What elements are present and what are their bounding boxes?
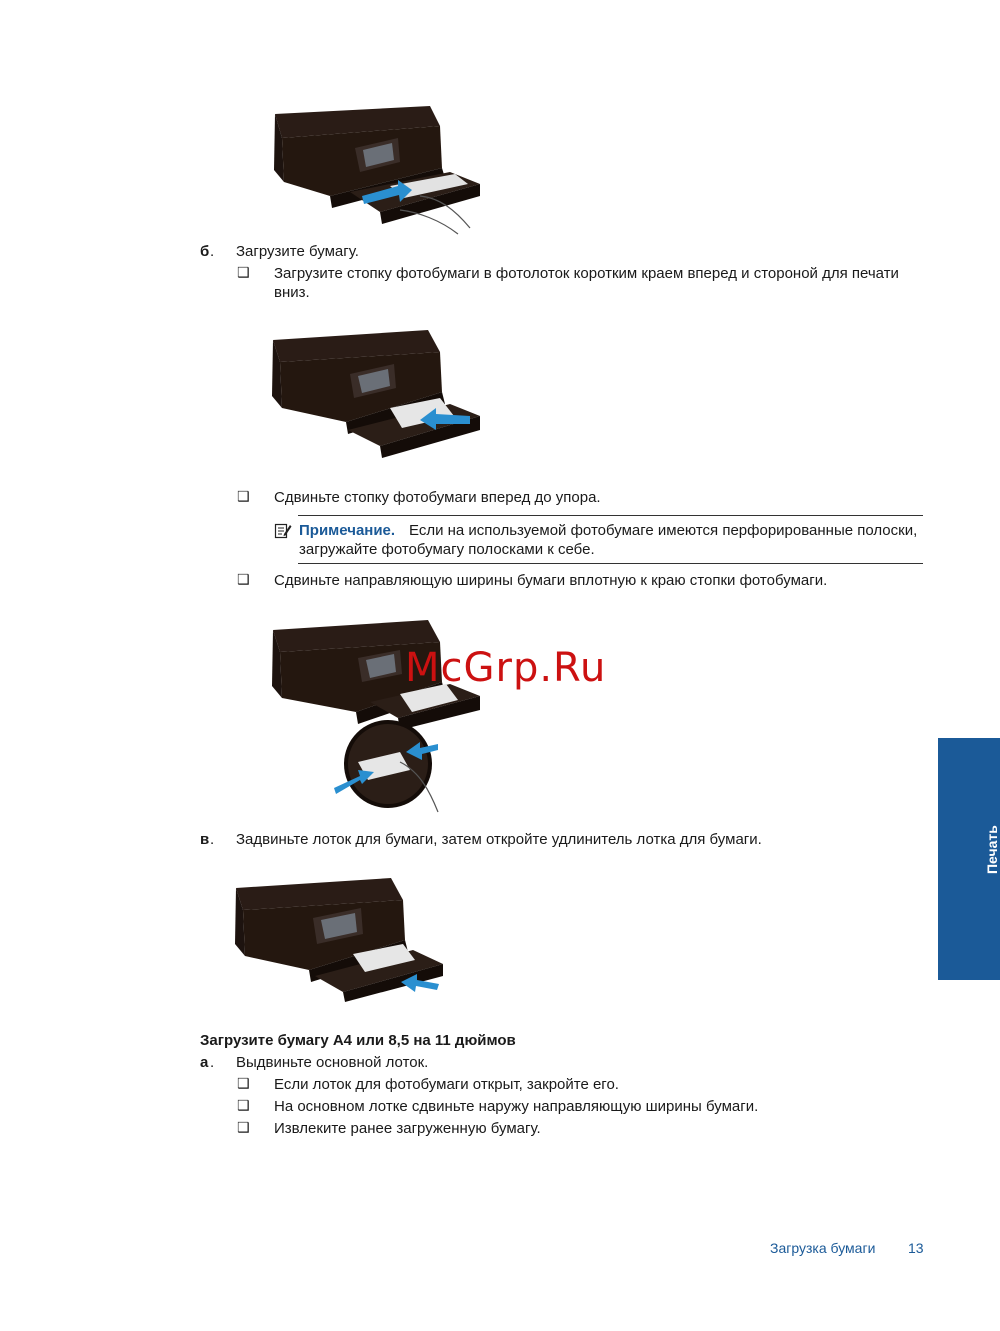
step-a-dot: . — [210, 1054, 215, 1071]
checkbox-icon: ❑ — [237, 265, 250, 281]
section-heading: Загрузите бумагу А4 или 8,5 на 11 дюймов — [200, 1032, 516, 1049]
side-tab-label: Печать — [984, 825, 1000, 875]
printer-illustration-slide-guide — [270, 612, 485, 822]
list-item: На основном лотке сдвиньте наружу направляющую ширины бумаги. — [274, 1098, 759, 1115]
printer-illustration-close-tray — [233, 872, 448, 1004]
step-b-sub1: Загрузите стопку фотобумаги в фотолоток коротким краем вперед и стороной для печати вниз. — [274, 265, 899, 301]
step-a-text: Выдвиньте основной лоток. — [236, 1054, 429, 1071]
printer-illustration-photo-tray-out — [270, 100, 485, 238]
checkbox-icon: ❑ — [237, 1076, 250, 1092]
note-icon — [274, 522, 292, 540]
checkbox-icon: ❑ — [237, 1098, 250, 1114]
step-b-letter: б — [200, 243, 210, 260]
step-v-letter: в — [200, 831, 210, 848]
step-v-dot: . — [210, 831, 215, 848]
note-text: Если на используемой фотобумаге имеются перфорированные полоски, загружайте фотобумагу полосками к себе. — [299, 522, 918, 558]
checkbox-icon: ❑ — [237, 1120, 250, 1136]
printer-illustration-load-photo-paper — [270, 324, 485, 459]
step-b-text: Загрузите бумагу. — [236, 243, 359, 260]
step-a-letter: а — [200, 1054, 209, 1071]
note-bottom-rule — [298, 563, 923, 564]
watermark: McGrp.Ru — [405, 645, 607, 691]
checkbox-icon: ❑ — [237, 489, 250, 505]
list-item: Если лоток для фотобумаги открыт, закройте его. — [274, 1076, 619, 1093]
step-b-sub3: Сдвиньте направляющую ширины бумаги вплотную к краю стопки фотобумаги. — [274, 572, 828, 589]
list-item: Извлеките ранее загруженную бумагу. — [274, 1120, 541, 1137]
note-title-label: Примечание. — [299, 522, 396, 539]
checkbox-icon: ❑ — [237, 572, 250, 588]
step-b-dot: . — [210, 243, 215, 260]
step-b-sub2: Сдвиньте стопку фотобумаги вперед до упора. — [274, 489, 601, 506]
footer-section: Загрузка бумаги — [770, 1240, 876, 1256]
step-v-text: Задвиньте лоток для бумаги, затем откройте удлинитель лотка для бумаги. — [236, 831, 762, 848]
note-top-rule — [298, 515, 923, 516]
footer-page-number: 13 — [908, 1240, 924, 1256]
side-tab[interactable] — [938, 738, 1000, 980]
